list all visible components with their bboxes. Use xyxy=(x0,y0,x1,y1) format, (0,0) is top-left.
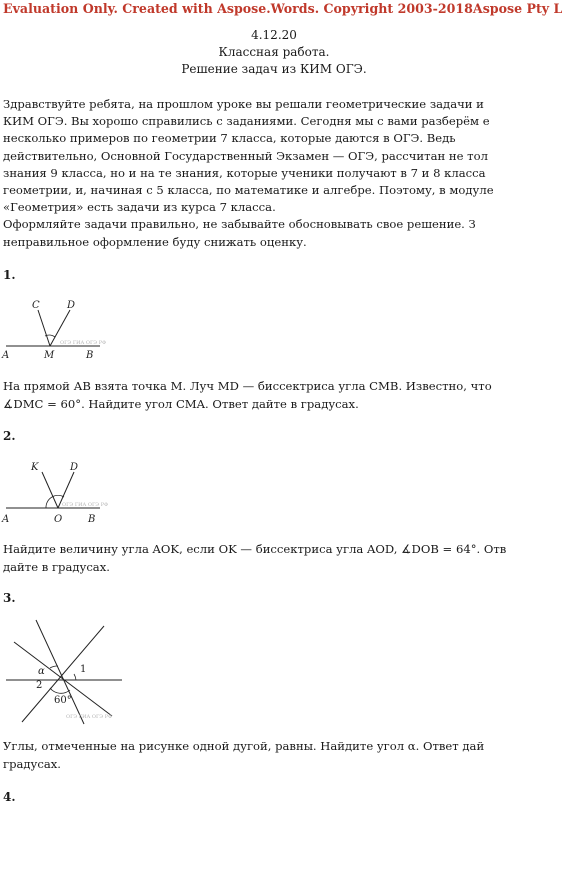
label-m: M xyxy=(44,350,55,361)
intro-line: Оформляйте задачи правильно, не забывайте обосновывать свое решение. З xyxy=(3,217,476,232)
problem-1-figure xyxy=(0,294,120,368)
label-b: B xyxy=(86,350,94,361)
problem-text-line: дайте в градусах. xyxy=(3,559,110,574)
ray-ok xyxy=(42,472,58,508)
intro-line: действительно, Основной Государственный Экзамен — ОГЭ, рассчитан не тол xyxy=(3,148,488,163)
problem-text-line: Углы, отмеченные на рисунке одной дугой, равны. Найдите угол α. Ответ дай xyxy=(3,739,485,753)
intro-line: геометрии, и, начиная с 5 класса, по математике и алгебре. Поэтому, в модуле xyxy=(3,183,494,198)
heading-classwork: Классная работа. xyxy=(218,45,330,59)
problem-3-text xyxy=(3,738,484,773)
intro-paragraph xyxy=(3,96,494,251)
problem-text-line: Найдите величину угла AOK, если OK — биссектриса угла AOD, ∡DOB = 64°. Отв xyxy=(3,542,507,556)
intro-line: несколько примеров по геометрии 7 класса, которые даются в ОГЭ. Ведь xyxy=(3,131,456,146)
problem-text-line: ∡DMC = 60°. Найдите угол CMA. Ответ дайте в градусах. xyxy=(3,396,359,411)
date: 4.12.20 xyxy=(251,28,297,42)
problem-3-number: 3. xyxy=(3,591,16,605)
problem-4-number: 4. xyxy=(3,790,16,804)
problem-2-figure xyxy=(0,456,120,532)
problem-2-number: 2. xyxy=(3,429,16,443)
problem-text-line: На прямой АВ взята точка М. Луч MD — биссектриса угла CMB. Известно, что xyxy=(3,379,492,393)
label-c: C xyxy=(32,300,40,311)
label-1: 1 xyxy=(80,664,87,675)
label-a: A xyxy=(2,514,10,525)
angle-arc xyxy=(46,497,52,508)
figure-watermark: ОГЭ ГИА ОГЭ РФ xyxy=(66,714,113,720)
label-k: K xyxy=(31,462,39,473)
problem-3-figure xyxy=(0,612,130,734)
line-diagonal-2 xyxy=(22,626,104,722)
evaluation-watermark: Evaluation Only. Created with Aspose.Words. Copyright 2003-2018Aspose Pty L xyxy=(3,1,562,16)
angle-arc xyxy=(50,666,58,668)
intro-line: неправильное оформление буду снижать оценку. xyxy=(3,234,307,249)
heading-topic: Решение задач из КИМ ОГЭ. xyxy=(181,62,367,76)
intro-line: «Геометрия» есть задачи из курса 7 класса. xyxy=(3,200,276,215)
angle-arc xyxy=(52,495,64,497)
intro-line: знания 9 класса, но и на те знания, которые ученики получают в 7 и 8 класса xyxy=(3,165,486,180)
label-2: 2 xyxy=(36,680,43,691)
figure-watermark: ОГЭ ГИА ОГЭ РФ xyxy=(60,340,107,346)
label-d: D xyxy=(70,462,79,473)
problem-1-text xyxy=(3,378,492,413)
problem-2-text xyxy=(3,541,506,576)
angle-arc xyxy=(74,674,76,680)
label-b: B xyxy=(88,514,96,525)
figure-watermark: ОГЭ ГИА ОГЭ РФ xyxy=(62,502,109,508)
label-a: A xyxy=(2,350,10,361)
label-o: O xyxy=(54,514,63,525)
angle-arc xyxy=(50,688,70,693)
intro-line: Здравствуйте ребята, на прошлом уроке вы решали геометрические задачи и xyxy=(3,97,484,111)
intro-line: КИМ ОГЭ. Вы хорошо справились с заданиями. Сегодня мы с вами разберём е xyxy=(3,114,490,129)
label-60-degrees: 60° xyxy=(54,695,72,706)
ray-mc xyxy=(38,310,50,346)
label-alpha: α xyxy=(38,666,45,677)
problem-1-number: 1. xyxy=(3,268,16,282)
label-d: D xyxy=(67,300,76,311)
problem-text-line: градусах. xyxy=(3,756,61,771)
